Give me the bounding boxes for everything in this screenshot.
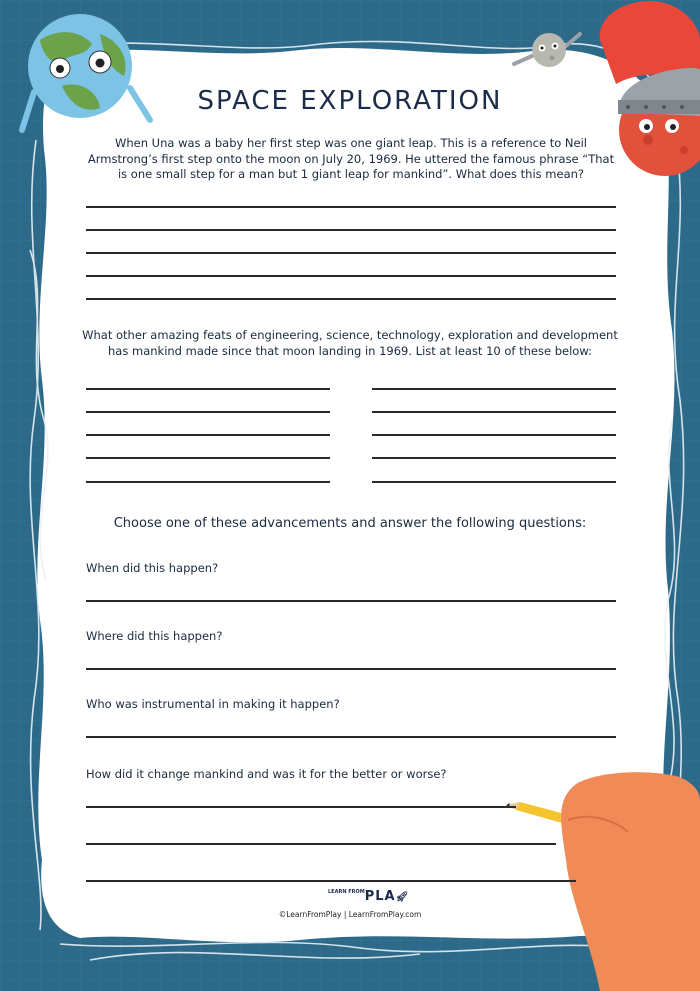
answer-line[interactable] (86, 229, 616, 231)
list-line-right[interactable] (372, 434, 616, 436)
list-line-left[interactable] (86, 481, 330, 483)
answer-line[interactable] (86, 252, 616, 254)
list-line-left[interactable] (86, 411, 330, 413)
list-line-left[interactable] (86, 388, 330, 390)
logo-small-text: LEARN FROM (328, 889, 365, 895)
question-who: Who was instrumental in making it happen? (86, 697, 340, 711)
answer-line[interactable] (86, 206, 616, 208)
list-line-right[interactable] (372, 481, 616, 483)
list-line-right[interactable] (372, 411, 616, 413)
answer-line[interactable] (86, 668, 616, 670)
list-line-left[interactable] (86, 457, 330, 459)
intro-question: When Una was a baby her first step was one giant leap. This is a reference to Neil Armstrong’s first step onto the moon on July 20, 1969. He uttered the famous phrase “That is one small step for a man but 1 giant leap for mankind”. What does this mean? (87, 136, 615, 181)
rocket-icon: 🚀︎ (395, 892, 410, 903)
question-where: Where did this happen? (86, 629, 223, 643)
answer-line[interactable] (86, 843, 556, 845)
footer-credit: ©LearnFromPlay | LearnFromPlay.com (278, 910, 422, 919)
answer-line[interactable] (86, 600, 616, 602)
learnfromplay-logo (328, 889, 409, 904)
answer-line[interactable] (86, 806, 516, 808)
choose-heading: Choose one of these advancements and answer the following questions: (113, 516, 587, 531)
logo-text: PLA (364, 889, 396, 904)
list-line-right[interactable] (372, 388, 616, 390)
list-line-right[interactable] (372, 457, 616, 459)
answer-line[interactable] (86, 880, 576, 882)
answer-line[interactable] (86, 298, 616, 300)
question-how: How did it change mankind and was it for the better or worse? (86, 767, 447, 781)
worksheet-title: SPACE EXPLORATION (197, 86, 503, 116)
feats-question: What other amazing feats of engineering, science, technology, exploration and development has mankind made since that moon landing in 1969. List at least 10 of these below: (82, 328, 618, 358)
list-line-left[interactable] (86, 434, 330, 436)
answer-line[interactable] (86, 275, 616, 277)
question-when: When did this happen? (86, 561, 219, 575)
answer-line[interactable] (86, 736, 616, 738)
